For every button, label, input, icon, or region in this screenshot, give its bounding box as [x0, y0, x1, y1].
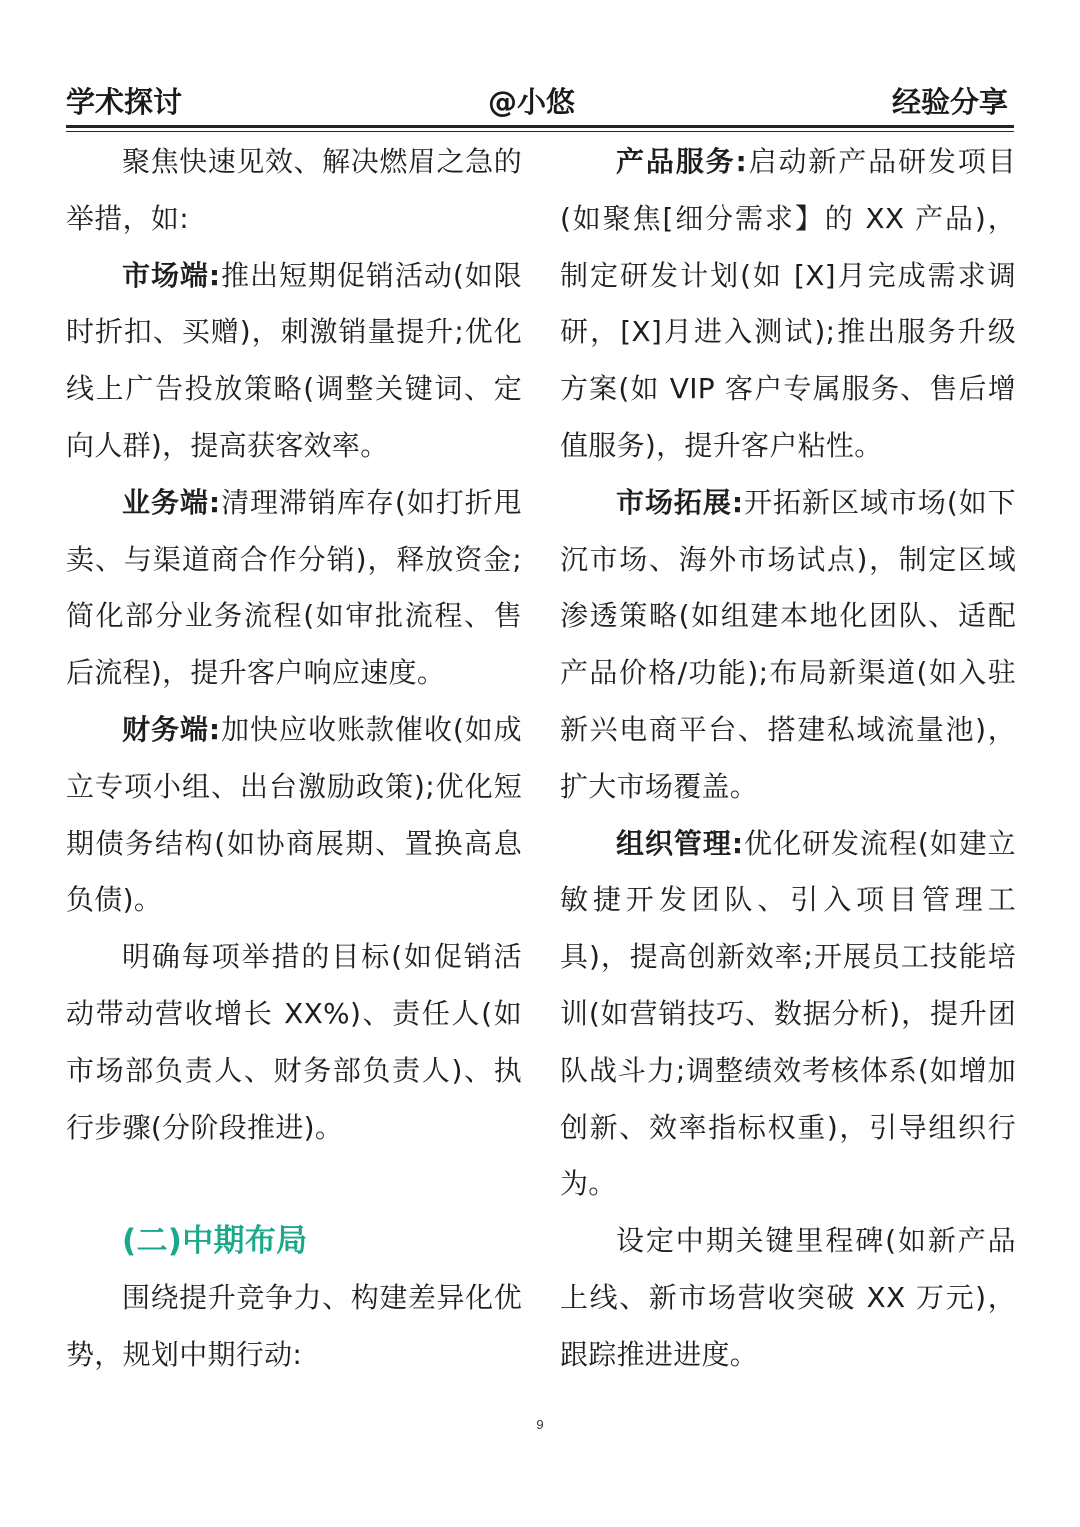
product-label: 产品服务: — [616, 145, 748, 178]
finance-label: 财务端: — [122, 712, 221, 746]
page-number: 9 — [536, 1417, 544, 1432]
page-header — [66, 78, 1014, 122]
market-label: 市场端: — [122, 258, 221, 292]
left-column — [66, 134, 522, 1384]
section-spacer — [66, 1156, 522, 1213]
organization-text: 优化研发流程(如建立敏捷开发团队、引入项目管理工具)，提高创新效率;开展员工技能培训(如营销技巧、数据分析)，提升团队战斗力;调整绩效考核体系(如增加创新、效率指标权重)，引导组织行为。 — [560, 826, 1016, 1201]
business-text: 清理滞销库存(如打折甩卖、与渠道商合作分销)，释放资金;简化部分业务流程(如审批流程、售后流程)，提升客户响应速度。 — [66, 485, 522, 690]
organization-label: 组织管理: — [616, 826, 744, 860]
intro-paragraph: 聚焦快速见效、解决燃眉之急的举措，如: — [66, 145, 522, 235]
finance-text: 加快应收账款催收(如成立专项小组、出台激励政策);优化短期债务结构(如协商展期、置换高息负债)。 — [66, 712, 522, 917]
product-text: 启动新产品研发项目(如聚焦[细分需求】的 XX 产品)，制定研发计划(如 [X]月完成需求调研，[X]月进入测试);推出服务升级方案(如 VIP 客户专属服务、售后增值服务)，提升客户粘性。 — [560, 145, 1017, 462]
section-title: (二)中期布局 — [122, 1223, 308, 1260]
business-paragraph — [66, 475, 522, 702]
goals-paragraph: 明确每项举措的目标(如促销活动带动营收增长 XX%)、责任人(如市场部负责人、财务部负责人)、执行步骤(分阶段推进)。 — [66, 940, 522, 1144]
finance-paragraph — [66, 702, 522, 929]
header-author: @小悠 — [488, 85, 576, 119]
market-paragraph — [66, 248, 522, 475]
expansion-text: 开拓新区域市场(如下沉市场、海外市场试点)，制定区域渗透策略(如组建本地化团队、适配产品价格/功能);布局新渠道(如入驻新兴电商平台、搭建私域流量池)，扩大市场覆盖。 — [560, 485, 1016, 803]
expansion-label: 市场拓展: — [616, 485, 744, 519]
market-text: 推出短期促销活动(如限时折扣、买赠)，刺激销量提升;优化线上广告投放策略(调整关键词、定向人群)，提高获客效率。 — [66, 258, 522, 462]
header-rule-thin — [66, 131, 1014, 132]
organization-paragraph — [560, 816, 1016, 1214]
section-intro-paragraph: 围绕提升竞争力、构建差异化优势，规划中期行动: — [66, 1281, 522, 1371]
business-label: 业务端: — [122, 485, 221, 519]
milestones-paragraph: 设定中期关键里程碑(如新产品上线、新市场营收突破 XX 万元)，跟踪推进进度。 — [560, 1224, 1016, 1371]
header-category: 学术探讨 — [66, 85, 183, 119]
header-rule-thick — [66, 125, 1014, 128]
header-section: 经验分享 — [891, 85, 1008, 119]
right-column — [560, 134, 1016, 1384]
expansion-paragraph — [560, 475, 1016, 816]
product-paragraph — [560, 134, 1016, 475]
